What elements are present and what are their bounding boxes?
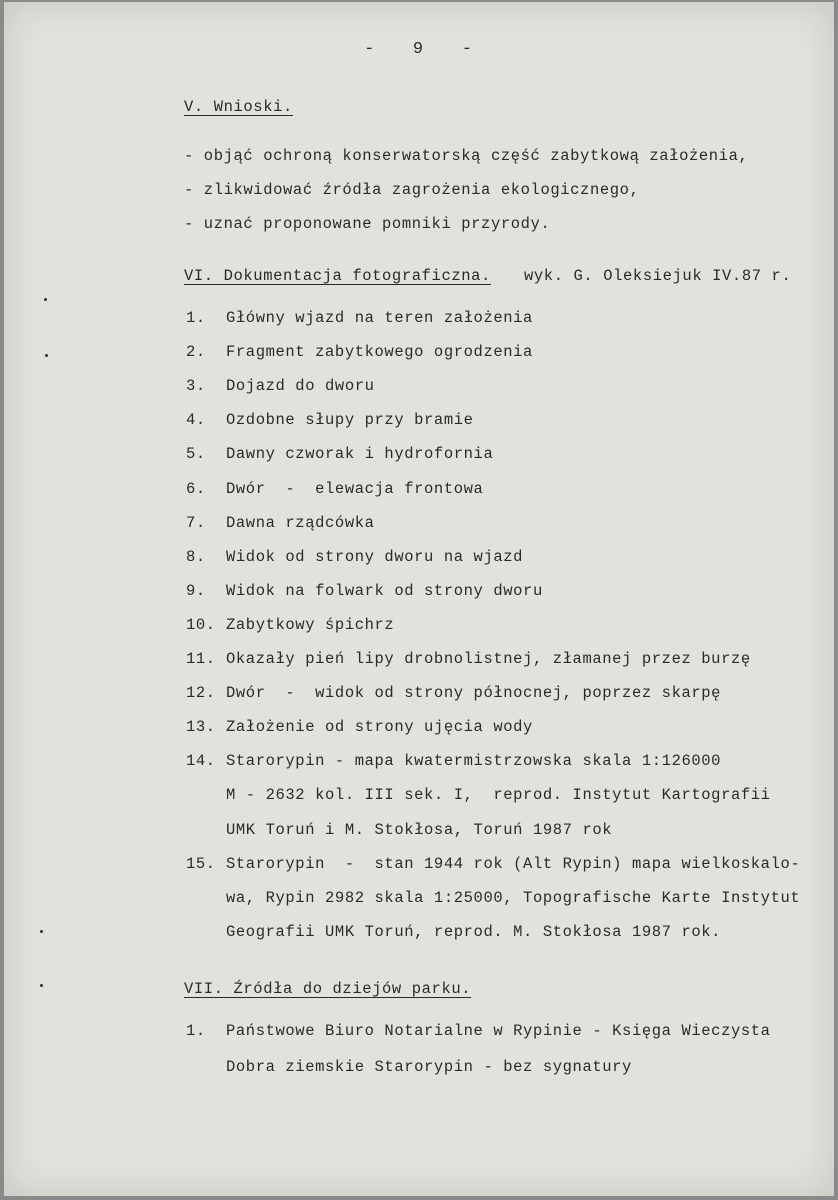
photo-item-text: Dawna rządcówka bbox=[226, 513, 375, 532]
page-number: - 9 - bbox=[364, 40, 474, 59]
photo-item-number: 12. bbox=[186, 684, 216, 703]
document-page bbox=[4, 2, 834, 1196]
photo-item-text: Ozdobne słupy przy bramie bbox=[226, 411, 474, 430]
source-item-text: Dobra ziemskie Starorypin - bez sygnatury bbox=[226, 1058, 632, 1076]
speck bbox=[40, 984, 43, 987]
section-v-item: - objąć ochroną konserwatorską część zabytkową założenia, bbox=[184, 147, 749, 165]
section-v-title: V. Wnioski. bbox=[184, 98, 293, 116]
photo-item-number: 10. bbox=[186, 615, 216, 634]
photo-item-text: Główny wjazd na teren założenia bbox=[226, 309, 533, 327]
photo-item-number: 15. bbox=[186, 854, 216, 873]
speck bbox=[40, 930, 43, 933]
photo-item-text: Okazały pień lipy drobnolistnej, złamanej przez burzę bbox=[226, 650, 751, 668]
photo-item-text: M - 2632 kol. III sek. I, reprod. Instytut Kartografii bbox=[226, 786, 771, 805]
photo-item-text: Dawny czworak i hydrofornia bbox=[226, 445, 494, 464]
photo-item-text: UMK Toruń i M. Stokłosa, Toruń 1987 rok bbox=[226, 820, 613, 839]
speck bbox=[44, 298, 47, 301]
photo-item-number: 3. bbox=[186, 377, 206, 396]
photo-item-text: Założenie od strony ujęcia wody bbox=[226, 718, 533, 737]
photo-item-text: Dojazd do dworu bbox=[226, 377, 375, 396]
photo-item-number: 14. bbox=[186, 752, 216, 771]
photo-item-text: Starorypin - mapa kwatermistrzowska skala 1:126000 bbox=[226, 752, 722, 771]
speck bbox=[45, 354, 48, 357]
photo-item-text: Zabytkowy śpichrz bbox=[226, 615, 395, 634]
photo-item-text: Widok na folwark od strony dworu bbox=[226, 581, 543, 600]
photo-item-number: 1. bbox=[186, 309, 206, 327]
photo-item-text: Geografii UMK Toruń, reprod. M. Stokłosa 1987 rok. bbox=[226, 922, 722, 941]
photo-item-number: 5. bbox=[186, 445, 206, 464]
photo-item-text: Widok od strony dworu na wjazd bbox=[226, 547, 524, 566]
section-v-item: - zlikwidować źródła zagrożenia ekologicznego, bbox=[184, 181, 640, 199]
section-vii-title: VII. Źródła do dziejów parku. bbox=[184, 980, 472, 998]
section-vi-author: wyk. G. Oleksiejuk IV.87 r. bbox=[524, 267, 792, 285]
photo-item-number: 4. bbox=[186, 411, 206, 430]
photo-item-number: 7. bbox=[186, 513, 206, 532]
source-item-text: Państwowe Biuro Notarialne w Rypinie - Księga Wieczysta bbox=[226, 1022, 771, 1040]
photo-item-number: 8. bbox=[186, 547, 206, 566]
photo-item-text: Dwór - widok od strony północnej, poprzez skarpę bbox=[226, 684, 722, 703]
photo-item-text: wa, Rypin 2982 skala 1:25000, Topografische Karte Instytut bbox=[226, 888, 801, 907]
section-vi-title: VI. Dokumentacja fotograficzna. bbox=[184, 267, 491, 285]
section-v-item: - uznać proponowane pomniki przyrody. bbox=[184, 215, 551, 233]
photo-item-text: Starorypin - stan 1944 rok (Alt Rypin) mapa wielkoskalo- bbox=[226, 854, 801, 873]
photo-item-text: Fragment zabytkowego ogrodzenia bbox=[226, 343, 533, 362]
source-item-number: 1. bbox=[186, 1022, 206, 1040]
photo-item-text: Dwór - elewacja frontowa bbox=[226, 479, 484, 498]
photo-item-number: 2. bbox=[186, 343, 206, 362]
photo-item-number: 11. bbox=[186, 650, 216, 668]
photo-item-number: 9. bbox=[186, 581, 206, 600]
photo-item-number: 13. bbox=[186, 718, 216, 737]
photo-item-number: 6. bbox=[186, 479, 206, 498]
